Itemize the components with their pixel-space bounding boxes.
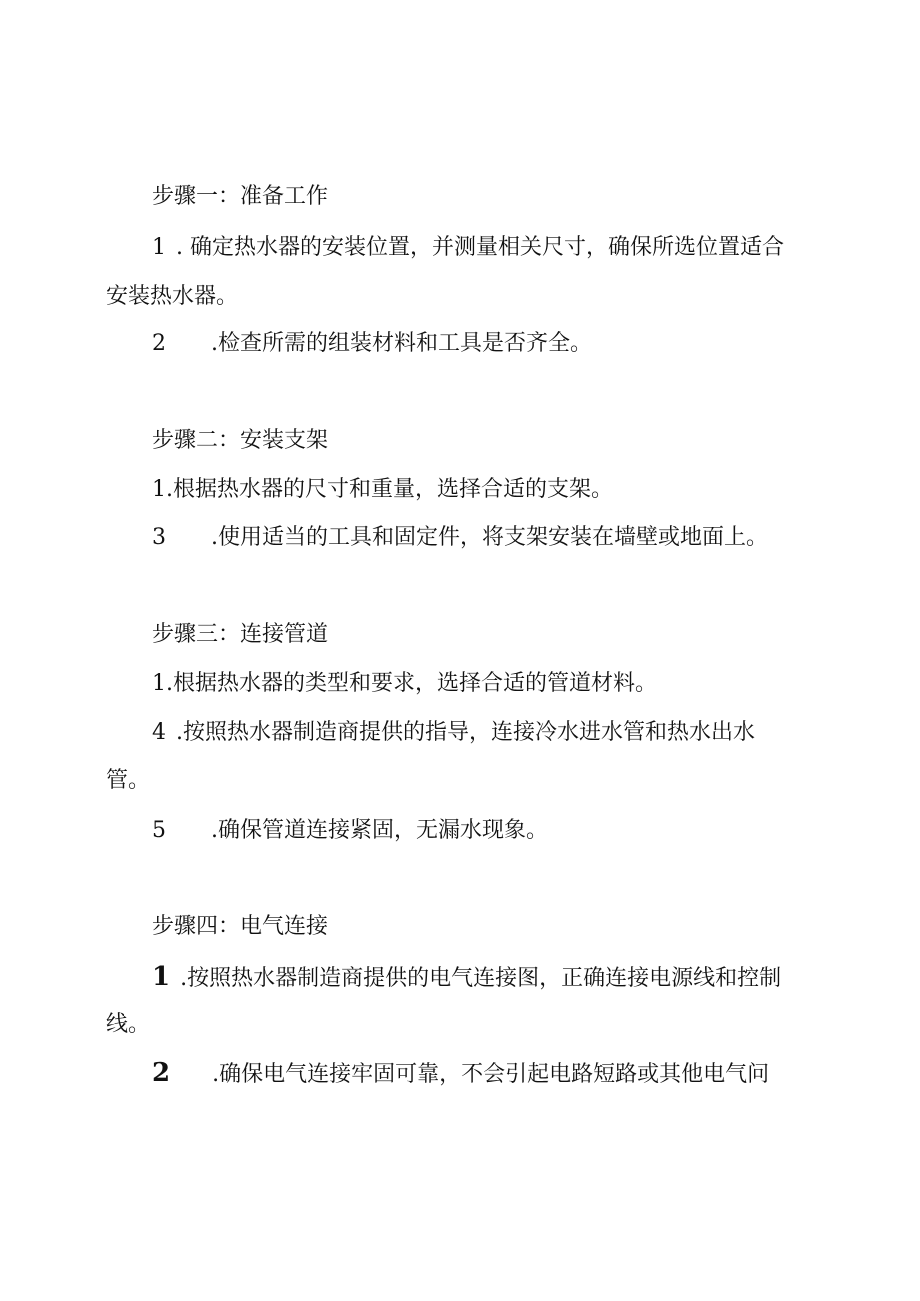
item-text: 根据热水器的类型和要求，选择合适的管道材料。	[173, 671, 658, 696]
item-text: .确保电气连接牢固可靠，不会引起电路短路或其他电气问	[212, 1062, 770, 1087]
item-continuation: 线。	[106, 1012, 151, 1037]
list-item	[152, 673, 657, 695]
list-item	[152, 964, 781, 990]
item-number: 2	[152, 331, 166, 356]
item-number: 1.	[152, 671, 173, 696]
item-text: .确保管道连接紧固，无漏水现象。	[211, 818, 548, 843]
list-item	[152, 1060, 769, 1086]
list-item	[152, 722, 755, 744]
item-text: .使用适当的工具和固定件，将支架安装在墙壁或地面上。	[211, 525, 768, 550]
list-item	[152, 527, 768, 549]
list-item	[152, 820, 548, 842]
item-continuation: 安装热水器。	[106, 284, 239, 309]
item-continuation: 管。	[106, 768, 151, 793]
item-text: .按照热水器制造商提供的指导，连接冷水进水管和热水出水	[176, 720, 755, 745]
list-item	[152, 479, 613, 501]
item-text: . 确定热水器的安装位置，并测量相关尺寸，确保所选位置适合	[176, 235, 784, 260]
item-text: .检查所需的组装材料和工具是否齐全。	[211, 331, 592, 356]
item-number: 1	[152, 962, 171, 992]
section-heading: 步骤二：安装支架	[152, 428, 329, 453]
list-item	[152, 237, 784, 259]
item-number: 1	[152, 235, 166, 260]
section-heading: 步骤三：连接管道	[152, 622, 329, 647]
section-heading: 步骤四：电气连接	[152, 914, 329, 939]
list-item	[152, 333, 592, 355]
item-number: 4	[152, 720, 166, 745]
item-number: 2	[152, 1058, 171, 1088]
item-text: .按照热水器制造商提供的电气连接图，正确连接电源线和控制	[180, 966, 782, 991]
item-number: 5	[152, 818, 166, 843]
item-text: 根据热水器的尺寸和重量，选择合适的支架。	[173, 477, 614, 502]
item-number: 1.	[152, 477, 173, 502]
item-number: 3	[152, 525, 166, 550]
section-heading: 步骤一：准备工作	[152, 184, 329, 209]
